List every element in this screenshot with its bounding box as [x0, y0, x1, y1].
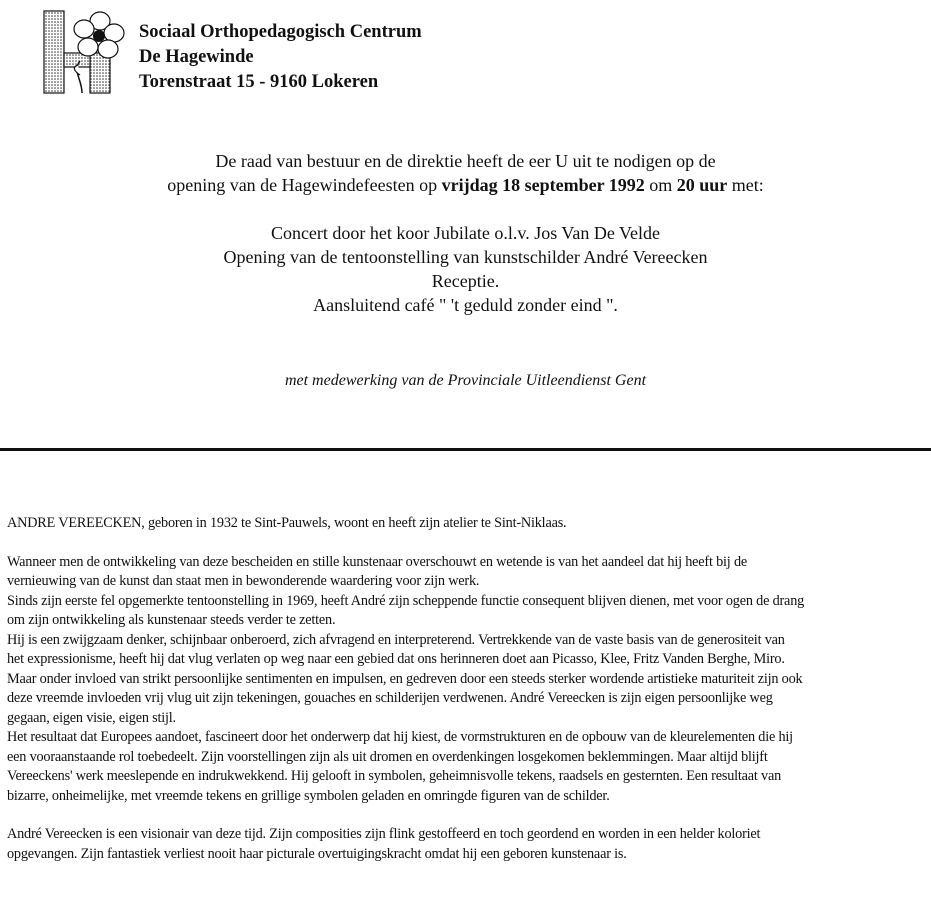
- organization-address: Torenstraat 15 - 9160 Lokeren: [139, 72, 379, 92]
- bio-line: ANDRE VEREECKEN, geboren in 1932 te Sint-Pauwels, woont en heeft zijn atelier te Sint-Niklaas.: [7, 515, 567, 531]
- event-time: 20 uur: [676, 175, 728, 195]
- bio-line: deze vreemde invloeden vrij vlug uit zijn tekeningen, gouaches en schilderijen verdwenen. André Vereecken is zijn eigen persoonlijke weg: [7, 690, 773, 706]
- bio-line: Hij is een zwijgzaam denker, schijnbaar onberoerd, zich afvragend en interpreterend. Vertrekkende van de vaste basis van de generositeit van: [7, 631, 785, 648]
- bio-line: gegaan, eigen visie, eigen stijl.: [7, 709, 176, 726]
- artist-biography: [7, 514, 929, 864]
- bio-line: André Vereecken is een visionair van deze tijd. Zijn composities zijn flink gestoffeerd en toch geordend en worden in een helder koloriet: [7, 826, 761, 842]
- program-item: Receptie.: [431, 271, 500, 291]
- invitation-text: om: [644, 175, 677, 195]
- invitation: [0, 149, 931, 317]
- bio-line: Het resultaat dat Europees aandoet, fascineert door het onderwerp dat hij kiest, de vormstrukturen en de opbouw van de kleurelementen die hij: [7, 729, 793, 745]
- event-date: vrijdag 18 september 1992: [441, 175, 645, 195]
- bio-intro: [7, 514, 929, 534]
- bio-line: opgevangen. Zijn fantastiek verliest nooit haar picturale overtuigingskracht omdat hij een geboren kunstenaar is.: [7, 845, 627, 862]
- invitation-line-1: De raad van bestuur en de direktie heeft de eer U uit te nodigen op de: [215, 151, 716, 171]
- invitation-line-2: [0, 173, 931, 197]
- bio-line: bizarre, onheimelijke, met vreemde tekens en grillige symbolen geladen en omringde figuren van de schilder.: [7, 787, 610, 804]
- organization-header: [139, 20, 422, 95]
- bio-line: een vooraanstaande rol toebedeelt. Zijn voorstellingen zijn als uit dromen en overdenkingen losgekomen beklemmingen. Maar altijd blijft: [7, 748, 768, 765]
- program-list: [0, 221, 931, 317]
- invitation-text: met:: [727, 175, 764, 195]
- flower-h-logo-icon: [42, 9, 126, 95]
- bio-line: Vereeckens' werk meeslepende en indrukwekkend. Hij gelooft in symbolen, geheimnisvolle tekens, raadsels en gesternten. Een resultaat van: [7, 768, 782, 784]
- organization-name: Sociaal Orthopedagogisch Centrum: [139, 22, 422, 42]
- program-item: Opening van de tentoonstelling van kunstschilder André Vereecken: [223, 247, 708, 267]
- divider: [0, 448, 931, 451]
- bio-closing: [7, 825, 929, 864]
- invitation-text: opening van de Hagewindefeesten op: [167, 175, 442, 195]
- cooperation-note: met medewerking van de Provinciale Uitleendienst Gent: [284, 372, 647, 389]
- bio-line: Maar onder invloed van strikt persoonlijke sentimenten en impulsen, en gedreven door een steeds sterker wordende artistieke maturiteit zijn ook: [7, 670, 803, 687]
- bio-body: [7, 553, 929, 807]
- program-item: Concert door het koor Jubilate o.l.v. Jos Van De Velde: [270, 223, 661, 243]
- bio-line: vernieuwing van de kunst dan staat men in bewonderende waardering voor zijn werk.: [7, 573, 480, 589]
- organization-unit: De Hagewinde: [139, 47, 254, 67]
- program-item: Aansluitend café " 't geduld zonder eind ".: [313, 295, 618, 315]
- bio-line: het expressionisme, heeft hij dat vlug verlaten op weg naar een gebied dat ons herinneren doet aan Picasso, Klee, Fritz Vanden Berghe, Miro.: [7, 651, 785, 667]
- bio-line: Sinds zijn eerste fel opgemerkte tentoonstelling in 1969, heeft André zijn scheppende functie consequent blijven dienen, met voor ogen de drang: [7, 592, 805, 609]
- bio-line: om zijn ontwikkeling als kunstenaar steeds verder te zetten.: [7, 612, 336, 628]
- bio-line: Wanneer men de ontwikkeling van deze bescheiden en stille kunstenaar overschouwt en wetende is van het aandeel dat hij heeft bij de: [7, 553, 748, 570]
